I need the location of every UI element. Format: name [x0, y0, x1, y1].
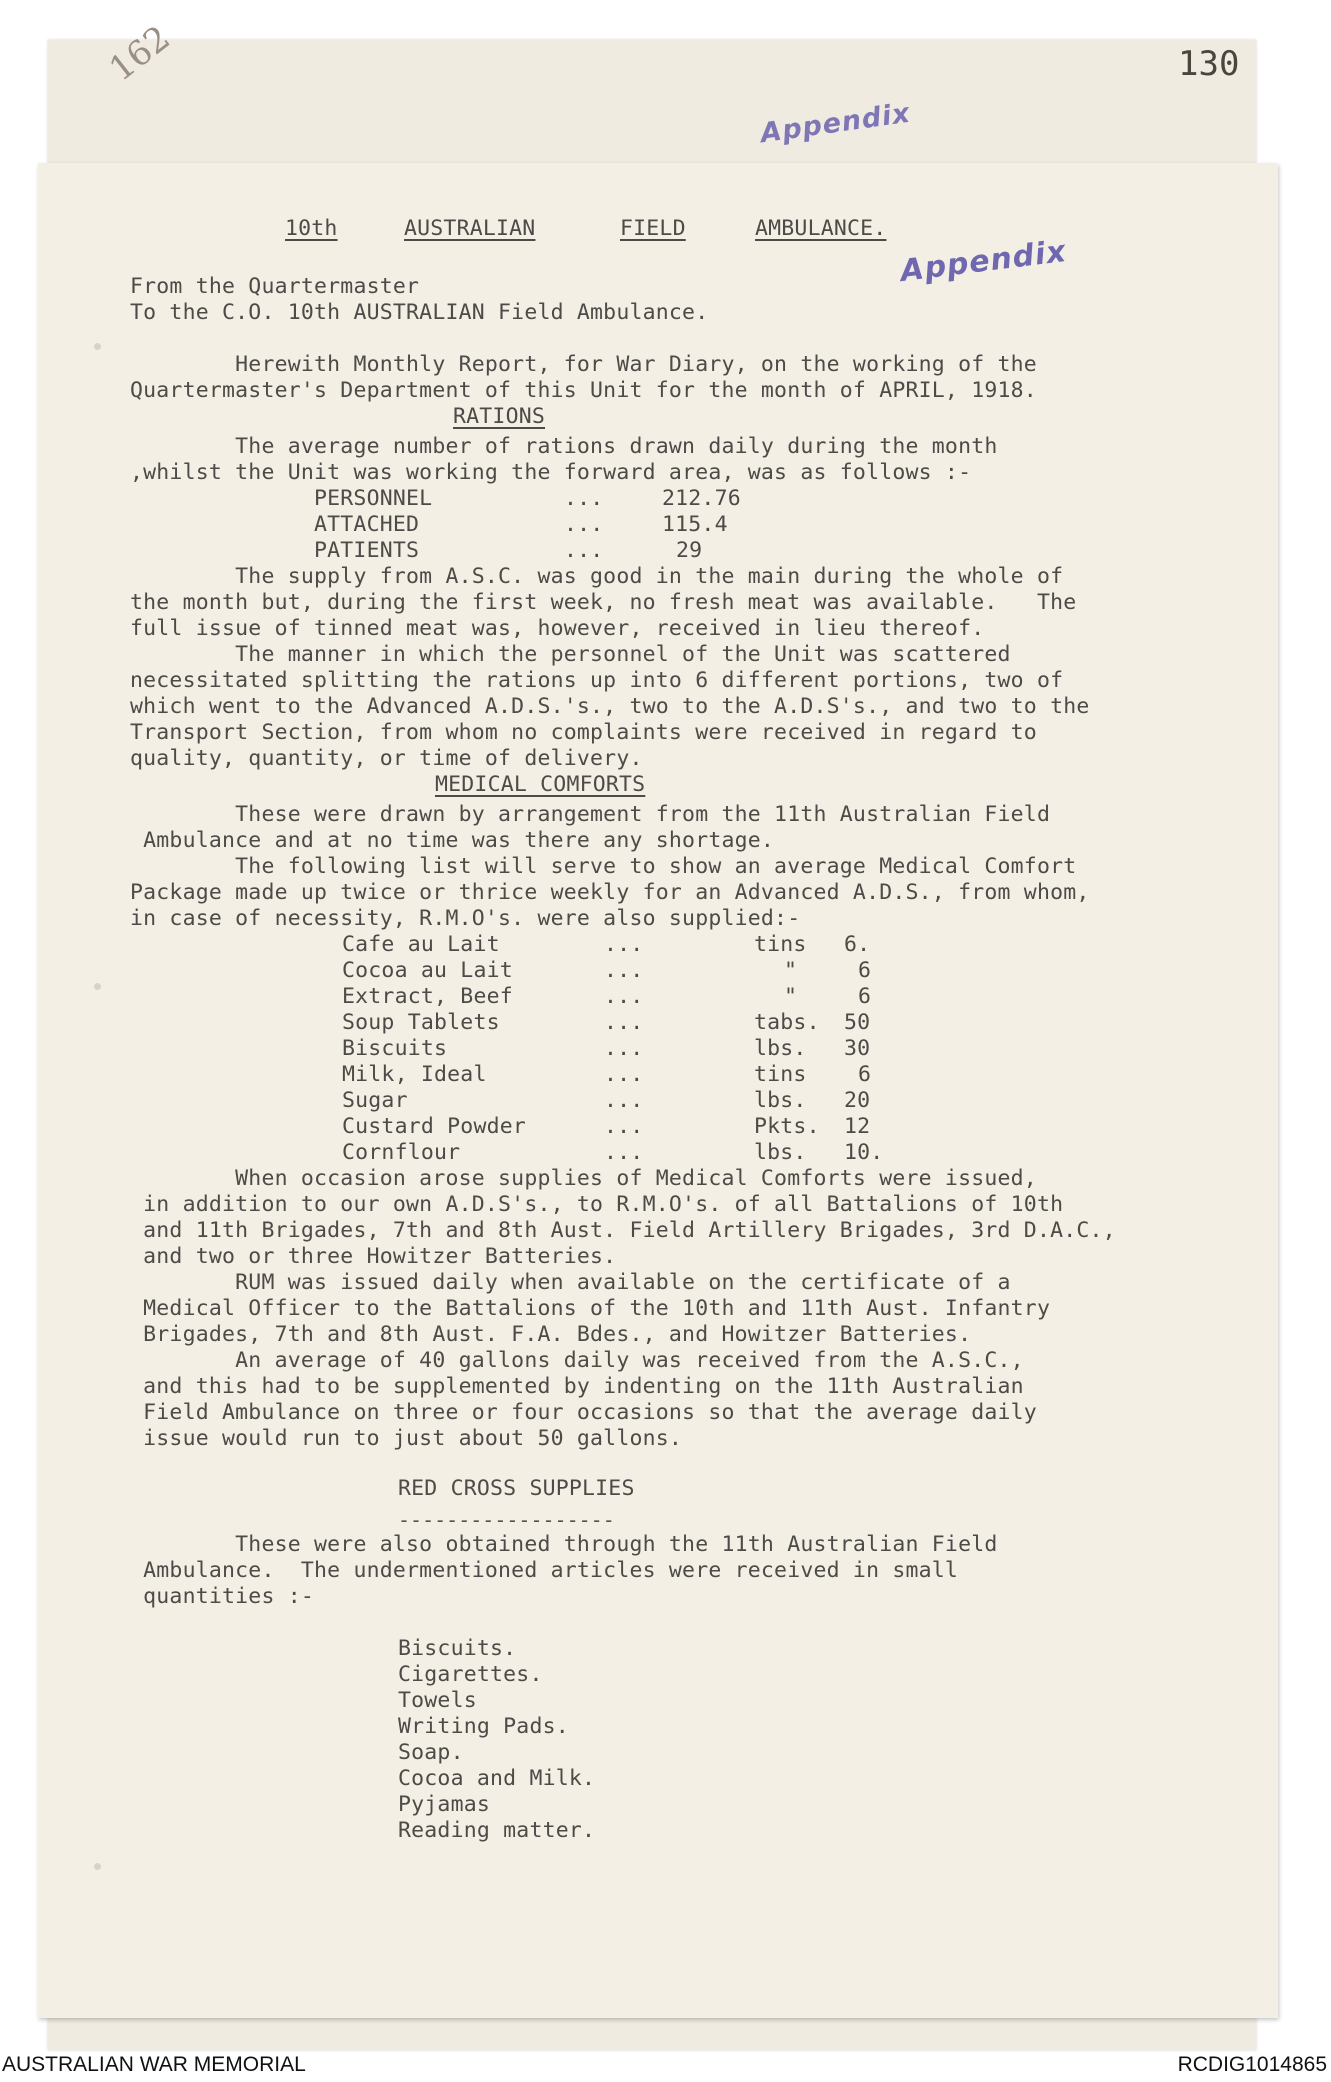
heading-field: FIELD: [620, 216, 686, 241]
appendix-stamp-top: Appendix: [758, 97, 913, 150]
medical-body-line: issue would run to just about 50 gallons.: [130, 1426, 683, 1451]
medical-body-line: Brigades, 7th and 8th Aust. F.A. Bdes., and Howitzer Batteries.: [130, 1322, 972, 1347]
red-cross-item: Cocoa and Milk.: [398, 1766, 596, 1791]
comfort-item-name: Soup Tablets: [342, 1010, 500, 1035]
rations-body-line: Transport Section, from whom no complaints were received in regard to: [130, 720, 1037, 745]
comfort-item-dots: ...: [604, 1140, 644, 1165]
comfort-item-dots: ...: [604, 984, 644, 1009]
medical-body-line: RUM was issued daily when available on the certificate of a: [130, 1270, 1011, 1295]
comfort-item-dots: ...: [604, 1114, 644, 1139]
comfort-item-unit: Pkts.: [754, 1114, 820, 1139]
medical-comforts-heading: MEDICAL COMFORTS: [435, 772, 646, 797]
comfort-item-unit: tabs.: [754, 1010, 820, 1035]
rations-category: PATIENTS: [314, 538, 420, 563]
medical-intro-line: Ambulance and at no time was there any shortage.: [130, 828, 775, 853]
comfort-item-dots: ...: [604, 1036, 644, 1061]
comfort-item-qty: 6: [858, 1062, 872, 1087]
punch-hole: [94, 1863, 101, 1870]
comfort-item-qty: 12: [844, 1114, 871, 1139]
heading-unit-number: 10th: [285, 216, 338, 241]
rations-intro-line: ,whilst the Unit was working the forward area, was as follows :-: [130, 460, 972, 485]
rations-dots: ...: [564, 538, 604, 563]
heading-australian: AUSTRALIAN: [404, 216, 536, 241]
medical-intro-line: in case of necessity, R.M.O's. were also supplied:-: [130, 906, 801, 931]
red-cross-intro-line: quantities :-: [130, 1584, 315, 1609]
comfort-item-name: Cornflour: [342, 1140, 461, 1165]
rations-body-line: The manner in which the personnel of the Unit was scattered: [130, 642, 1011, 667]
footer-item-id: RCDIG1014865: [1177, 2053, 1327, 2076]
comfort-item-unit: ": [784, 958, 798, 983]
comfort-item-qty: 6: [858, 958, 872, 983]
medical-body-line: in addition to our own A.D.S's., to R.M.O's. of all Battalions of 10th: [130, 1192, 1064, 1217]
red-cross-item: Cigarettes.: [398, 1662, 543, 1687]
comfort-item-qty: 6.: [844, 932, 871, 957]
comfort-item-unit: lbs.: [754, 1036, 807, 1061]
heading-ambulance: AMBULANCE.: [755, 216, 887, 241]
comfort-item-dots: ...: [604, 958, 644, 983]
red-cross-item: Soap.: [398, 1740, 464, 1765]
red-cross-item: Pyjamas: [398, 1792, 491, 1817]
comfort-item-dots: ...: [604, 1010, 644, 1035]
medical-body-line: Medical Officer to the Battalions of the 10th and 11th Aust. Infantry: [130, 1296, 1051, 1321]
comfort-item-unit: tins: [754, 932, 807, 957]
rations-intro-line: The average number of rations drawn daily during the month: [130, 434, 998, 459]
appendix-stamp: Appendix: [898, 233, 1069, 290]
comfort-item-qty: 20: [844, 1088, 871, 1113]
red-cross-item: Writing Pads.: [398, 1714, 569, 1739]
red-cross-item: Reading matter.: [398, 1818, 596, 1843]
comfort-item-name: Sugar: [342, 1088, 408, 1113]
intro-line: Herewith Monthly Report, for War Diary, on the working of the: [130, 352, 1037, 377]
medical-body-line: Field Ambulance on three or four occasions so that the average daily: [130, 1400, 1037, 1425]
medical-body-line: When occasion arose supplies of Medical Comforts were issued,: [130, 1166, 1037, 1191]
punch-hole: [94, 983, 101, 990]
comfort-item-qty: 50: [844, 1010, 871, 1035]
comfort-item-unit: tins: [754, 1062, 807, 1087]
rations-dots: ...: [564, 486, 604, 511]
comfort-item-dots: ...: [604, 1062, 644, 1087]
medical-intro-line: Package made up twice or thrice weekly for an Advanced A.D.S., from whom,: [130, 880, 1090, 905]
page-number: 130: [1178, 44, 1240, 84]
pencil-folio-number: 162: [102, 18, 178, 90]
comfort-item-name: Extract, Beef: [342, 984, 513, 1009]
rations-dots: ...: [564, 512, 604, 537]
red-cross-heading-underline: ------------------: [398, 1508, 615, 1532]
to-line: To the C.O. 10th AUSTRALIAN Field Ambulance.: [130, 300, 709, 325]
rations-category: PERSONNEL: [314, 486, 433, 511]
punch-hole: [94, 343, 101, 350]
red-cross-item: Biscuits.: [398, 1636, 517, 1661]
red-cross-item: Towels: [398, 1688, 477, 1713]
comfort-item-dots: ...: [604, 932, 644, 957]
medical-body-line: An average of 40 gallons daily was received from the A.S.C.,: [130, 1348, 1024, 1373]
red-cross-intro-line: These were also obtained through the 11th Australian Field: [130, 1532, 998, 1557]
comfort-item-unit: lbs.: [754, 1140, 807, 1165]
rations-category: ATTACHED: [314, 512, 420, 537]
comfort-item-name: Cafe au Lait: [342, 932, 500, 957]
rations-body-line: full issue of tinned meat was, however, received in lieu thereof.: [130, 616, 985, 641]
rations-value: 212.76: [662, 486, 741, 511]
comfort-item-qty: 30: [844, 1036, 871, 1061]
medical-body-line: and two or three Howitzer Batteries.: [130, 1244, 617, 1269]
rations-body-line: The supply from A.S.C. was good in the main during the whole of: [130, 564, 1064, 589]
comfort-item-qty: 10.: [844, 1140, 884, 1165]
red-cross-intro-line: Ambulance. The undermentioned articles were received in small: [130, 1558, 959, 1583]
rations-body-line: necessitated splitting the rations up into 6 different portions, two of: [130, 668, 1064, 693]
from-line: From the Quartermaster: [130, 274, 420, 299]
comfort-item-name: Milk, Ideal: [342, 1062, 487, 1087]
red-cross-heading: RED CROSS SUPPLIES: [398, 1476, 635, 1501]
rations-heading: RATIONS: [453, 404, 546, 429]
medical-body-line: and this had to be supplemented by indenting on the 11th Australian: [130, 1374, 1024, 1399]
comfort-item-dots: ...: [604, 1088, 644, 1113]
comfort-item-name: Cocoa au Lait: [342, 958, 513, 983]
medical-body-line: and 11th Brigades, 7th and 8th Aust. Field Artillery Brigades, 3rd D.A.C.,: [130, 1218, 1116, 1243]
intro-line: Quartermaster's Department of this Unit for the month of APRIL, 1918.: [130, 378, 1037, 403]
comfort-item-unit: lbs.: [754, 1088, 807, 1113]
medical-intro-line: The following list will serve to show an average Medical Comfort: [130, 854, 1077, 879]
comfort-item-name: Biscuits: [342, 1036, 448, 1061]
footer-archive-name: AUSTRALIAN WAR MEMORIAL: [2, 2053, 306, 2076]
rations-value: 115.4: [662, 512, 728, 537]
rations-body-line: the month but, during the first week, no fresh meat was available. The: [130, 590, 1077, 615]
comfort-item-name: Custard Powder: [342, 1114, 527, 1139]
rations-body-line: quality, quantity, or time of delivery.: [130, 746, 643, 771]
comfort-item-qty: 6: [858, 984, 872, 1009]
rations-value: 29: [676, 538, 703, 563]
rations-body-line: which went to the Advanced A.D.S.'s., two to the A.D.S's., and two to the: [130, 694, 1090, 719]
comfort-item-unit: ": [784, 984, 798, 1009]
medical-intro-line: These were drawn by arrangement from the 11th Australian Field: [130, 802, 1051, 827]
